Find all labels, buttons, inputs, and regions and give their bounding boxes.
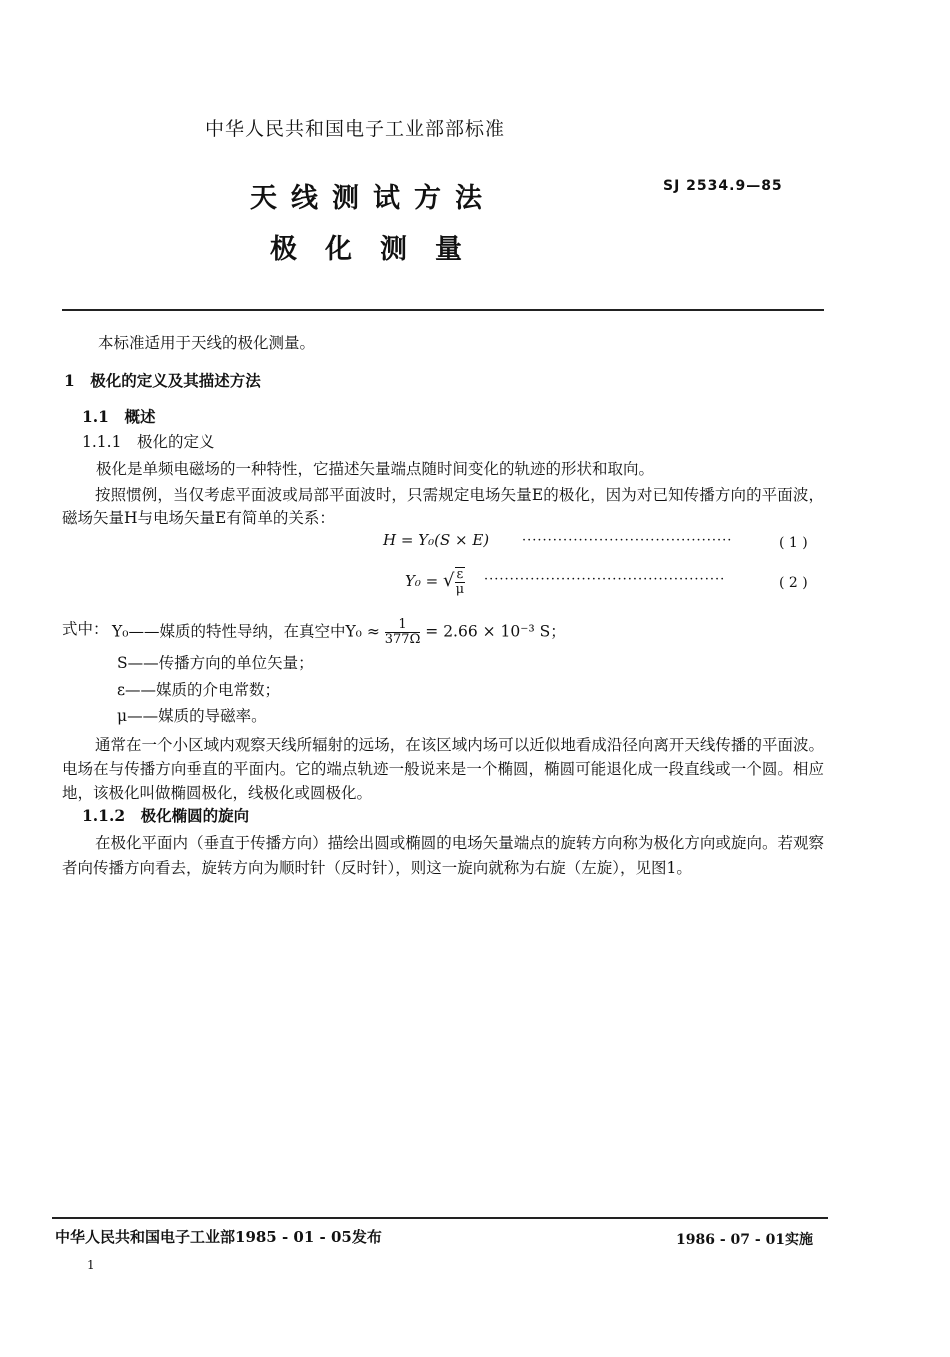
paragraph-far-field: 通常在一个小区域内观察天线所辐射的远场，在该区域内场可以近似地看成沿径向离开天线传播的平面波。电场在与传播方向垂直的平面内。它的端点轨迹一般说来是一个椭圆，椭圆可能退化成一段直线或一个圆。相应地，该极化叫做椭圆极化，线极化或圆极化。 xyxy=(62,736,824,802)
definition-epsilon: ε——媒质的介电常数； xyxy=(117,681,281,699)
issuing-authority: 中华人民共和国电子工业部部标准 xyxy=(205,118,506,140)
effective-date: 1986 - 07 - 01实施 xyxy=(676,1232,814,1248)
equation-2-numerator: ε xyxy=(456,567,464,582)
equation-1-leader: ········································· xyxy=(522,533,733,548)
definition-y0-text: Y₀——媒质的特性导纳，在真空中Y₀ ≈ xyxy=(112,622,380,641)
definition-s: S——传播方向的单位矢量； xyxy=(117,654,314,672)
section-heading-1-1-2: 1.1.2 极化椭圆的旋向 xyxy=(82,806,250,825)
equation-2-lhs: Y₀ = xyxy=(405,572,439,590)
definition-y0 xyxy=(112,618,566,647)
header-divider xyxy=(62,309,824,311)
section-heading-1: 1 极化的定义及其描述方法 xyxy=(64,371,261,390)
equation-2-number: ( 2 ) xyxy=(779,575,808,591)
equation-1-number: ( 1 ) xyxy=(779,535,808,551)
document-title: 天线测试方法 xyxy=(250,183,496,214)
equation-2-denominator: μ xyxy=(455,582,465,597)
footer-divider xyxy=(52,1217,828,1219)
definition-y0-value: = 2.66 × 10⁻³ S； xyxy=(425,622,566,641)
document-subtitle: 极化测量 xyxy=(270,234,490,265)
y0-fraction-denominator: 377Ω xyxy=(384,632,421,647)
paragraph-convention: 按照惯例，当仅考虑平面波或局部平面波时，只需规定电场矢量E的极化，因为对已知传播方向的平面波，磁场矢量H与电场矢量E有简单的关系： xyxy=(62,486,824,527)
y0-fraction-numerator: 1 xyxy=(385,618,421,633)
section-heading-1-1-1: 1.1.1 极化的定义 xyxy=(82,433,215,451)
section-heading-1-1: 1.1 概述 xyxy=(82,407,156,426)
paragraph-rotation-sense: 在极化平面内（垂直于传播方向）描绘出圆或椭圆的电场矢量端点的旋转方向称为极化方向或旋向。若观察者向传播方向看去，旋转方向为顺时针（反时针），则这一旋向就称为右旋（左旋），见图1。 xyxy=(62,834,824,877)
equation-1: H = Y₀(S × E) xyxy=(383,531,490,549)
definitions-prefix: 式中： xyxy=(62,620,109,638)
equation-2 xyxy=(405,567,465,597)
scope-paragraph: 本标准适用于天线的极化测量。 xyxy=(98,334,316,352)
sqrt-icon: √ xyxy=(443,570,455,591)
paragraph-definition: 极化是单频电磁场的一种特性，它描述矢量端点随时间变化的轨迹的形状和取向。 xyxy=(96,460,655,478)
equation-2-leader: ··············································· xyxy=(484,572,726,587)
page-number: 1 xyxy=(87,1258,95,1272)
issue-date: 中华人民共和国电子工业部1985 - 01 - 05发布 xyxy=(55,1228,382,1246)
standard-number: SJ 2534.9—85 xyxy=(663,178,783,194)
definition-mu: μ——媒质的导磁率。 xyxy=(117,707,267,725)
